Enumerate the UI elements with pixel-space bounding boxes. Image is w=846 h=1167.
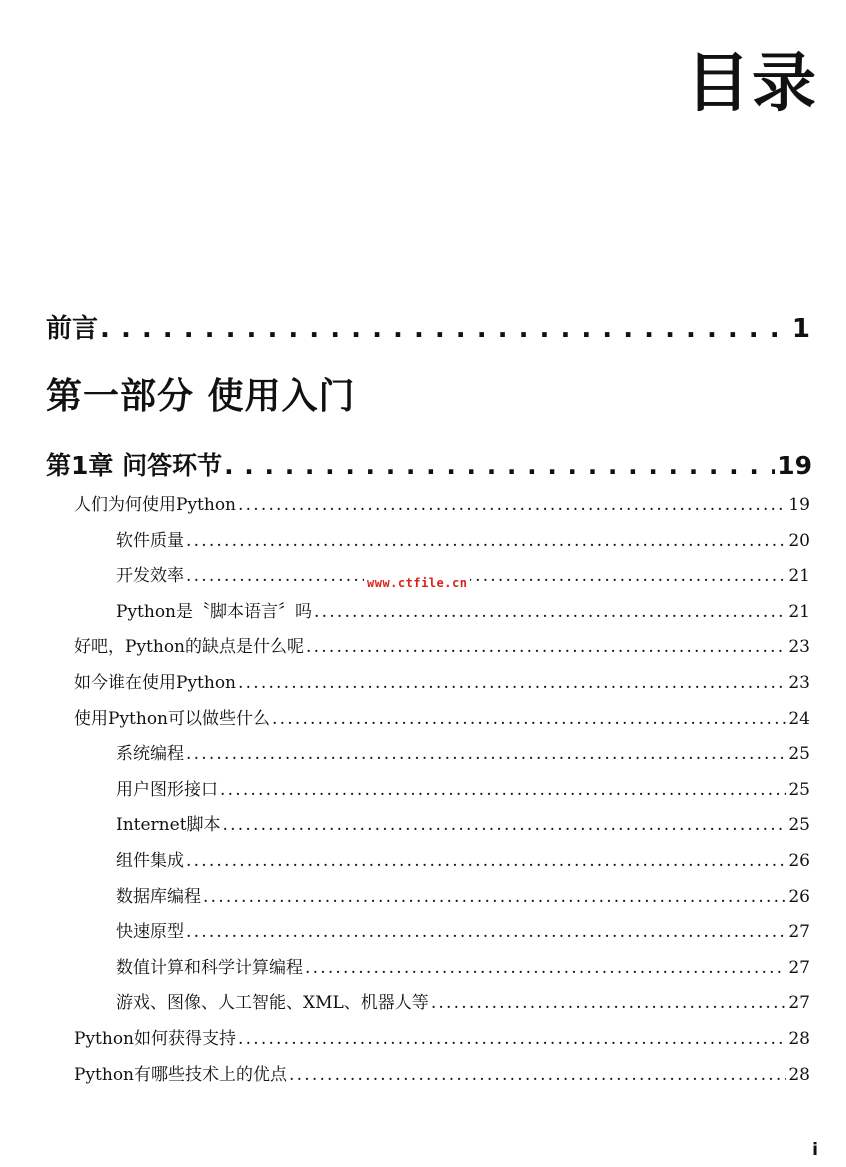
toc-entry-page: 21 — [788, 566, 810, 587]
dot-leader — [238, 673, 786, 693]
toc-entry-page: 26 — [788, 886, 810, 907]
dot-leader — [186, 531, 786, 551]
dot-leader — [220, 780, 786, 800]
toc-entry — [0, 1024, 846, 1049]
toc-entry — [0, 846, 846, 871]
toc-entry-label: 游戏、图像、人工智能、XML、机器人等 — [116, 993, 429, 1014]
toc-entry-page: 1 — [791, 314, 810, 344]
toc-entry-page: 23 — [788, 673, 810, 693]
toc-entry — [0, 597, 846, 622]
toc-entry — [0, 775, 846, 800]
toc-entry — [0, 953, 846, 978]
toc-entry — [0, 917, 846, 942]
toc-entry-page: 27 — [788, 993, 810, 1014]
toc-entry-page: 23 — [788, 637, 810, 658]
toc-entry-page: 19 — [788, 495, 810, 515]
dot-leader — [289, 1065, 786, 1085]
toc-entry-label: 数据库编程 — [116, 886, 201, 907]
toc-entry-label: 好吧，Python的缺点是什么呢 — [74, 637, 305, 658]
page-title: 目录 — [686, 47, 818, 121]
toc-entry-page: 27 — [788, 922, 810, 943]
toc-entry — [0, 704, 846, 729]
toc-entry-page: 27 — [788, 957, 810, 978]
watermark: www.ctfile.cn — [364, 576, 470, 590]
page-number: i — [812, 1140, 818, 1160]
toc-entry-page: 19 — [777, 451, 812, 480]
dot-leader — [203, 887, 786, 907]
toc-entry-label: 人们为何使用Python — [74, 495, 237, 515]
toc-entry — [0, 1060, 846, 1085]
toc-entry-preface — [0, 308, 846, 345]
toc-entry-page: 25 — [788, 744, 810, 765]
dot-leader — [238, 1029, 786, 1049]
dot-leader — [186, 851, 786, 871]
toc-entry-label: 系统编程 — [116, 744, 184, 765]
toc-entry-label: Python如何获得支持 — [74, 1029, 237, 1049]
toc-entry — [0, 632, 846, 657]
toc-entry-label: Internet脚本 — [116, 815, 221, 836]
toc-entry — [0, 668, 846, 693]
toc-entry-page: 24 — [788, 708, 810, 729]
toc-entry — [0, 882, 846, 907]
dot-leader — [224, 451, 775, 480]
toc-entry — [0, 739, 846, 764]
toc-entry-label: 组件集成 — [116, 851, 184, 871]
dot-leader — [314, 602, 786, 622]
toc-entry-page: 28 — [788, 1064, 810, 1085]
dot-leader — [100, 314, 790, 344]
toc-entry-label: 软件质量 — [116, 530, 184, 551]
part-title: 第一部分 使用入门 — [46, 376, 356, 417]
dot-leader — [186, 922, 786, 942]
toc-entry-page: 21 — [788, 601, 810, 622]
toc-entry — [0, 490, 846, 515]
toc-entry-label: 如今谁在使用Python — [74, 673, 237, 693]
dot-leader — [186, 566, 786, 586]
toc-entry-label: Python是〝脚本语言〞吗 — [116, 601, 313, 622]
toc-entry-label: Python有哪些技术上的优点 — [74, 1064, 288, 1085]
toc-entry-page: 28 — [788, 1029, 810, 1049]
toc-entry-label: 快速原型 — [116, 922, 184, 943]
toc-entry-label: 开发效率 — [116, 566, 184, 587]
toc-entry — [0, 810, 846, 835]
toc-entry-chapter — [0, 446, 846, 482]
toc-entry-page: 25 — [788, 779, 810, 800]
dot-leader — [223, 815, 787, 835]
toc-entry-label: 使用Python可以做些什么 — [74, 708, 271, 729]
toc-entry — [0, 988, 846, 1013]
dot-leader — [431, 993, 787, 1013]
dot-leader — [305, 958, 786, 978]
dot-leader — [186, 744, 786, 764]
toc-entry-page: 25 — [788, 815, 810, 836]
dot-leader — [238, 495, 786, 515]
dot-leader — [306, 637, 786, 657]
toc-entry-label: 数值计算和科学计算编程 — [116, 957, 303, 978]
toc-entry-page: 26 — [788, 851, 810, 871]
toc-entry-label: 第1章 问答环节 — [46, 451, 223, 480]
toc-entry-label: 前言 — [46, 314, 99, 344]
dot-leader — [272, 709, 786, 729]
toc-entry-page: 20 — [788, 530, 810, 551]
toc-entry-label: 用户图形接口 — [116, 779, 218, 800]
toc-entry — [0, 526, 846, 551]
